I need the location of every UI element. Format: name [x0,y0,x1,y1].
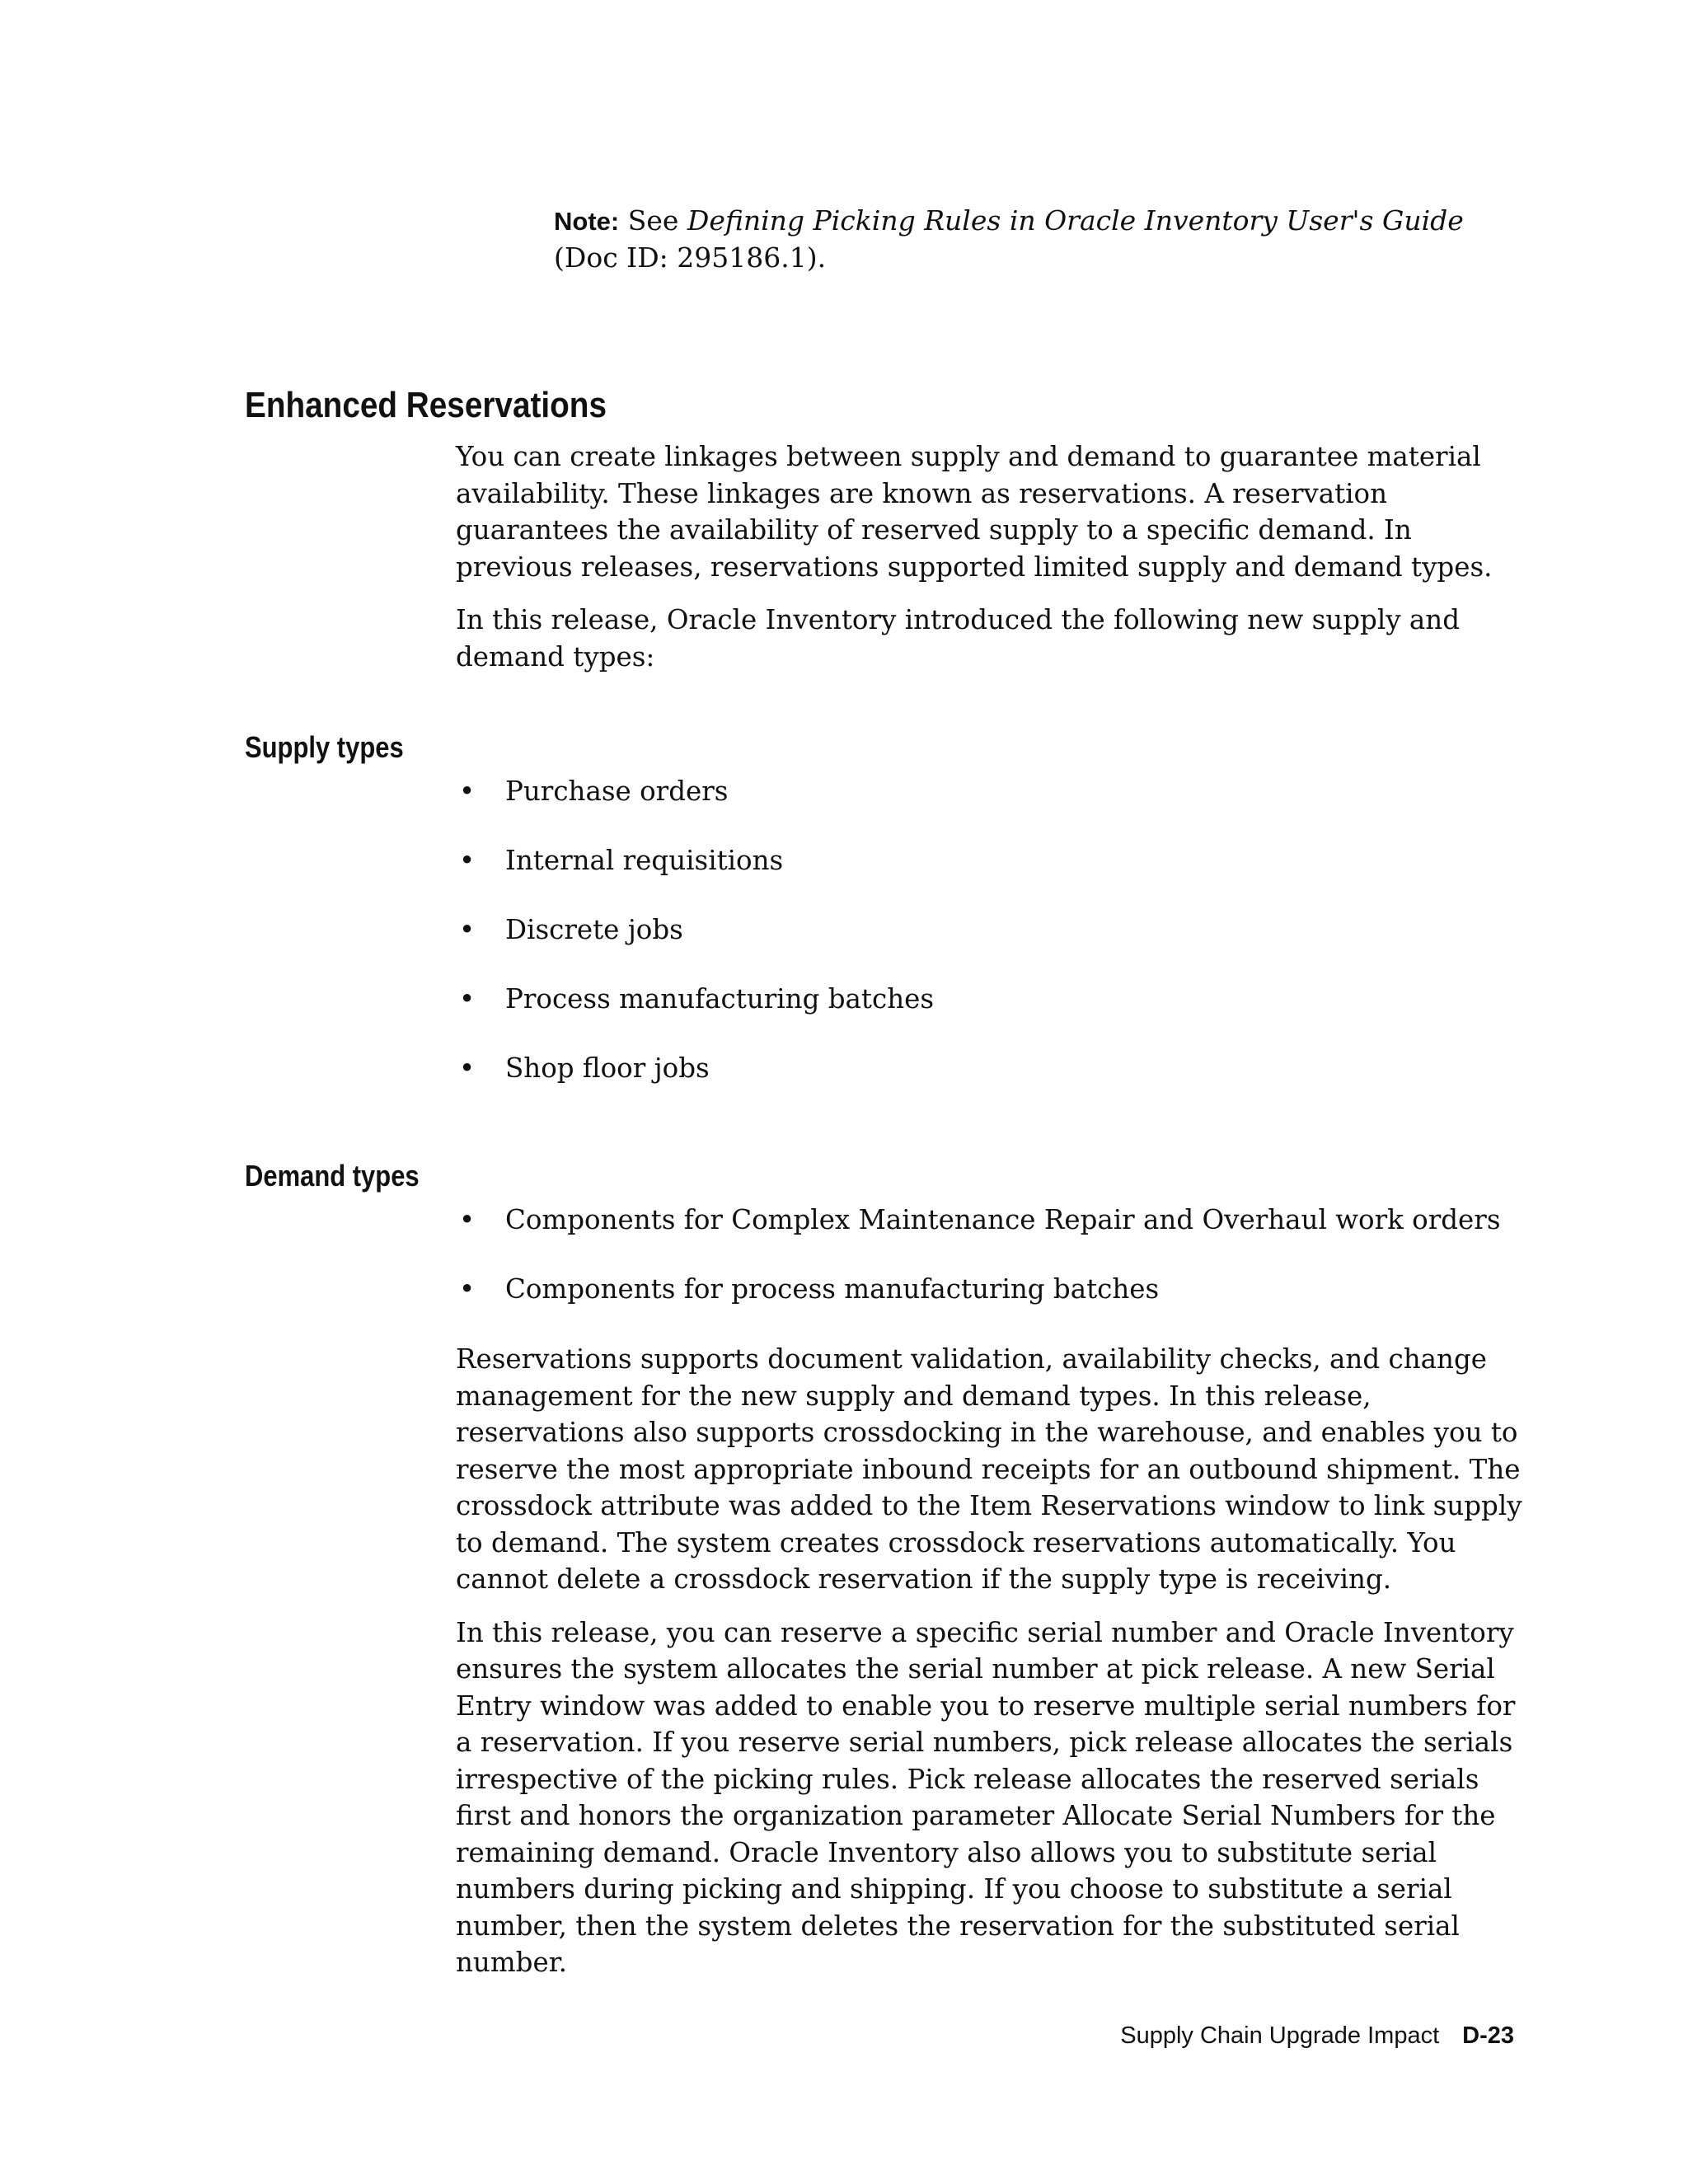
bullet-icon: • [459,845,476,876]
list-item-text: Internal requisitions [505,845,784,876]
list-item [456,981,1527,1050]
page-footer [1120,2021,1514,2050]
bullet-icon: • [459,1052,476,1084]
list-item-text: Components for Complex Maintenance Repair and Overhaul work orders [505,1204,1501,1235]
list-item [456,1271,1527,1340]
list-item-text: Process manufacturing batches [505,983,935,1015]
bullet-icon: • [459,1204,476,1235]
section-heading: Enhanced Reservations [245,385,607,425]
list-item [456,773,1527,842]
supply-types-list [456,773,1527,1119]
list-item-text: Discrete jobs [505,914,683,945]
demand-types-list [456,1202,1527,1340]
closing-text [456,1341,1527,1998]
note-prefix: See [619,204,687,237]
intro-paragraph-1: You can create linkages between supply and demand to guarantee material availability. These linkages are known as reservations. A reservation guarantees the availability of reserved supply to a specific demand. In previous releases, reservations supported limited supply and demand types. [456,441,1493,583]
note [554,203,1526,276]
list-item-text: Shop floor jobs [505,1052,710,1084]
note-reference-title: Defining Picking Rules in Oracle Inventory User's Guide [687,204,1464,237]
footer-chapter-title: Supply Chain Upgrade Impact [1120,2022,1440,2049]
intro-text [456,438,1527,691]
note-suffix: (Doc ID: 295186.1). [554,241,827,274]
bullet-icon: • [459,914,476,945]
list-item [456,842,1527,912]
demand-types-heading: Demand types [245,1159,420,1193]
list-item [456,1050,1527,1119]
bullet-icon: • [459,1273,476,1305]
closing-paragraph-2: In this release, you can reserve a specific serial number and Oracle Inventory ensures the system allocates the serial number at pick release. A new Serial Entry window was added to enable you to reserve multiple serial numbers for a reservation. If you reserve serial numbers, pick release allocates the serials irrespective of the picking rules. Pick release allocates the reserved serials first and honors the organization parameter Allocate Serial Numbers for the remaining demand. Oracle Inventory also allows you to substitute serial numbers during picking and shipping. If you choose to substitute a serial number, then the system deletes the reservation for the substituted serial number. [456,1616,1516,1978]
list-item-text: Purchase orders [505,776,729,807]
supply-types-heading: Supply types [245,730,404,764]
bullet-icon: • [459,983,476,1015]
page-number: D-23 [1462,2022,1514,2049]
list-item-text: Components for process manufacturing batches [505,1273,1160,1305]
closing-paragraph-1: Reservations supports document validation, availability checks, and change management for the new supply and demand types. In this release, reservations also supports crossdocking in the warehouse, and enables you to reserve the most appropriate inbound receipts for an outbound shipment. The crossdock attribute was added to the Item Reservations window to link supply to demand. The system creates crossdock reservations automatically. You cannot delete a crossdock reservation if the supply type is receiving. [456,1343,1522,1595]
list-item [456,912,1527,981]
intro-paragraph-2: In this release, Oracle Inventory introduced the following new supply and demand types: [456,604,1461,673]
note-label: Note: [554,207,620,236]
bullet-icon: • [459,776,476,807]
list-item [456,1202,1527,1271]
